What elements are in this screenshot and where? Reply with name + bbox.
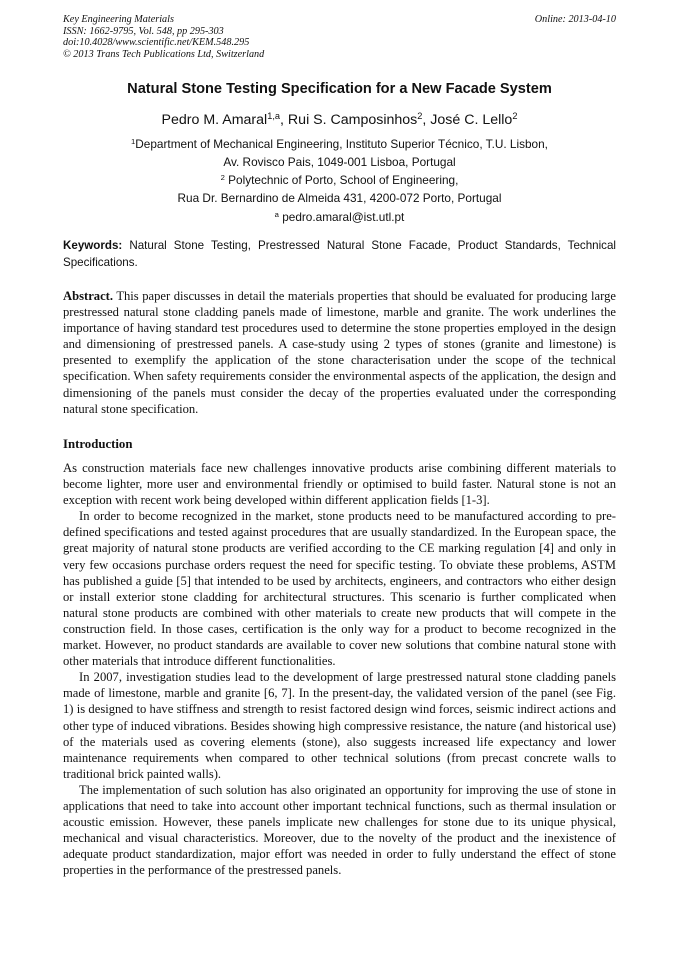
affiliation-1-line-2: Av. Rovisco Pais, 1049-001 Lisboa, Portugal	[223, 155, 456, 169]
intro-paragraph-2: In order to become recognized in the market, stone products need to be manufactured according to pre-defined specifications and tested against procedures that are usually standardized. In the European space, the great majority of natural stone products are verified according to the CE marking regulation [4] and only in very few occasions purchase orders request the need for specific testing. To obviate these problems, ASTM has published a guide [5] that intended to be used by architects, engineers, and contractors who either design or install exterior stone cladding for architectural structures. This scenario is further complicated when natural stone products are combined with other materials to create new products that will compete in the construction field. In those cases, certification is the only way for a product to become recognized in the market. However, no product standards are available to cover new solutions that combine natural stone with other materials that introduce different functionalities.	[63, 509, 616, 669]
online-date: Online: 2013-04-10	[534, 14, 616, 25]
affiliation-2	[63, 172, 616, 207]
copyright-line: © 2013 Trans Tech Publications Ltd, Switzerland	[63, 48, 265, 60]
intro-paragraph-3: In 2007, investigation studies lead to the development of large prestressed natural stone cladding panels made of limestone, marble and granite [6, 7]. In the present-day, the validated version of the panel (see Fig. 1) is designed to have stiffness and strength to resist factored design wind forces, seismic indirect actions and other type of induced vibrations. Besides showing high compressive resistance, the nature (and historical use) of the materials used as covering elements (stone), also suggests increased life expectancy and lower maintenance requirements when compared to other technical solutions (from precast concrete walls to traditional brick painted walls).	[63, 670, 616, 781]
journal-header	[63, 14, 616, 60]
email-affiliation	[63, 209, 616, 227]
email-mark: a	[274, 209, 279, 219]
issn-line: ISSN: 1662-9795, Vol. 548, pp 295-303	[63, 25, 224, 37]
affiliation-2-line-2: Rua Dr. Bernardino de Almeida 431, 4200-072 Porto, Portugal	[177, 191, 502, 205]
author-2: , Rui S. Camposinhos	[280, 112, 418, 128]
author-list	[63, 112, 616, 128]
author-3-affil: 2	[512, 110, 518, 121]
journal-name: Key Engineering Materials	[63, 14, 174, 25]
paper-title: Natural Stone Testing Specification for a New Facade System	[127, 81, 552, 97]
author-email: pedro.amaral@ist.utl.pt	[278, 210, 405, 224]
author-3: , José C. Lello	[422, 112, 513, 128]
introduction-body	[63, 460, 616, 878]
author-2-affil: 2	[417, 110, 423, 121]
author-1-affil: 1,a	[267, 110, 281, 121]
affiliation-2-mark: 2	[220, 172, 225, 182]
keywords-block	[63, 237, 616, 271]
introduction-heading: Introduction	[63, 437, 133, 451]
keywords-text: Natural Stone Testing, Prestressed Natural Stone Facade, Product Standards, Technical Specifications.	[63, 239, 616, 269]
abstract-label: Abstract.	[63, 289, 114, 303]
intro-paragraph-1: As construction materials face new challenges innovative products arise combining different materials to become lighter, more user and environmental friendly or optimised to build faster. Natural stone is not an exception with recent work being developed within different application fields [1-3].	[63, 461, 616, 508]
keywords-label: Keywords:	[63, 239, 123, 252]
doi-line: doi:10.4028/www.scientific.net/KEM.548.295	[63, 37, 250, 49]
affiliation-1	[63, 136, 616, 171]
abstract-block	[63, 288, 616, 417]
affiliation-1-mark: 1	[131, 136, 136, 146]
intro-paragraph-4: The implementation of such solution has also originated an opportunity for improving the use of stone in applications that need to take into account other important technical functions, such as thermal insulation or acoustic emission. However, these panels implicate new challenges for stone due to its unique physical, mechanical and visual characteristics. Moreover, due to the novelty of the product and the inexistence of adequate product standardization, major effort was needed in order to fully understand the effect of stone properties in the performance of the prestressed panels.	[63, 782, 616, 878]
affiliation-1-line-1: Department of Mechanical Engineering, Instituto Superior Técnico, T.U. Lisbon,	[135, 137, 548, 151]
author-1: Pedro M. Amaral	[161, 112, 268, 128]
affiliation-2-line-1: Polytechnic of Porto, School of Engineering,	[224, 173, 459, 187]
abstract-text: This paper discusses in detail the materials properties that should be evaluated for producing large prestressed natural stone cladding panels made of limestone, marble and granite. The work underlines the importance of having standard test procedures used to determine the stone properties employed in the design and dimensioning of prestressed panels. A case-study using 2 types of stones (granite and limestone) is presented to exemplify the application of the stone characterisation under the scope of the technical specification. When safety requirements consider the environmental aspects of the application, the design and dimensioning of the panels must consider the decay of the properties evaluated under the corresponding natural stone specification.	[63, 289, 616, 416]
